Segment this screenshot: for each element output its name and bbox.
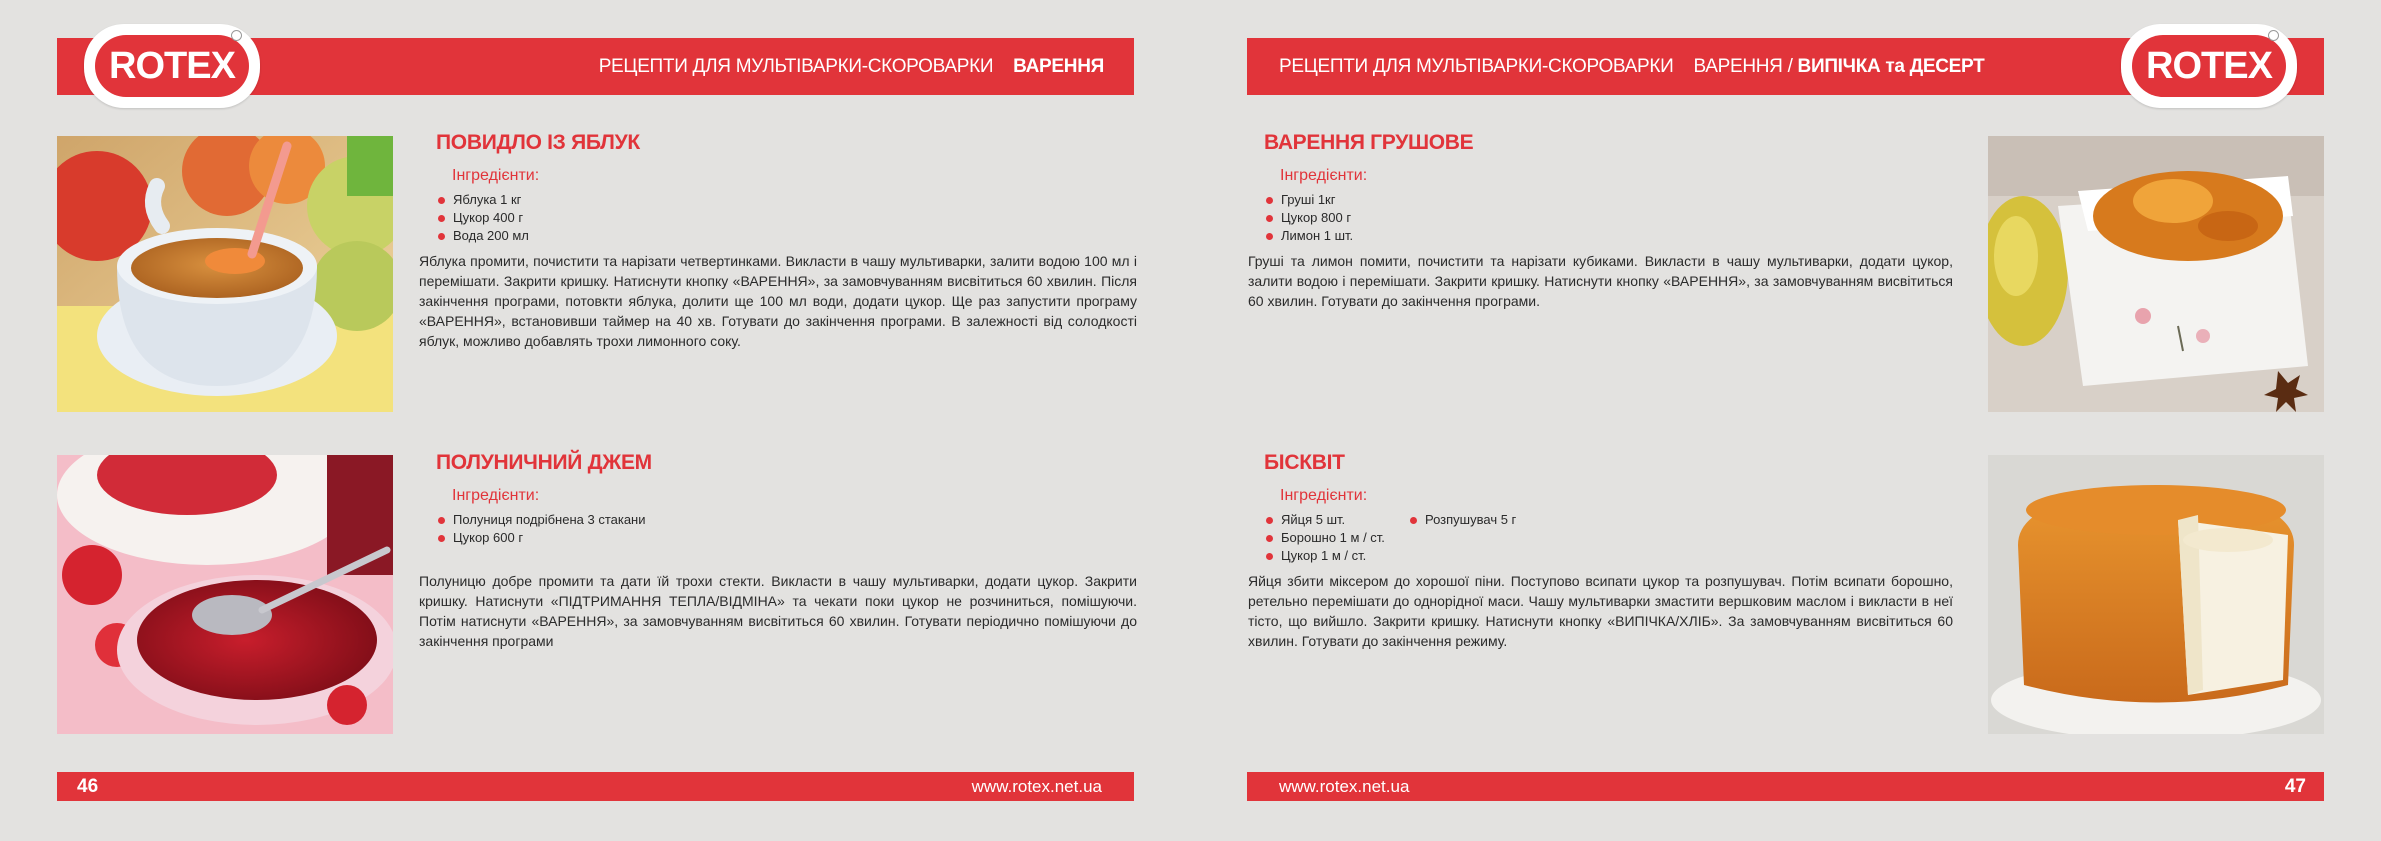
page-number: 47 <box>2284 776 2306 797</box>
recipe-instructions: Яйця збити міксером до хорошої піни. Поступово всипати цукор та розпушувач. Потім всипати борошно, ретельно перемішати до однорідної маси. Чашу мультиварки змастити вершковим маслом і викласти в неї тісто, що вийшло. Закрити кришку. Натиснути кнопку «ВИПІЧКА/ХЛІБ». За замовчуванням висвітиться 60 хвилин. Готувати до закінчення режиму. <box>1248 573 1953 649</box>
pear-jam-photo <box>1988 136 2324 412</box>
ingredient-item: Яйця 5 шт. <box>1265 511 1385 529</box>
registered-mark-icon <box>231 30 242 41</box>
ingredients-list <box>1265 511 1385 565</box>
header-title <box>599 38 1104 95</box>
ingredients-label: Інгредієнти: <box>1280 167 1368 184</box>
header-prefix: РЕЦЕПТИ ДЛЯ МУЛЬТІВАРКИ-СКОРОВАРКИ <box>1279 56 1674 77</box>
footer-bar <box>57 772 1134 801</box>
page-number: 46 <box>77 776 99 797</box>
ingredients-list <box>437 191 529 245</box>
header-section: ВАРЕННЯ / <box>1693 56 1793 77</box>
right-page <box>1191 0 2381 841</box>
recipe-title: БІСКВІТ <box>1264 451 1345 474</box>
ingredient-item: Цукор 800 г <box>1265 209 1353 227</box>
ingredient-item: Вода 200 мл <box>437 227 529 245</box>
ingredient-item: Груші 1кг <box>1265 191 1353 209</box>
recipe-title: ВАРЕННЯ ГРУШОВЕ <box>1264 131 1474 154</box>
ingredient-item: Полуниця подрібнена 3 стакани <box>437 511 646 529</box>
recipe-instructions: Яблука промити, почистити та нарізати четвертинками. Викласти в чашу мультиварки, залити водою 100 мл і перемішати. Закрити кришку. Натиснути кнопку «ВАРЕННЯ», за замовчуванням висвітиться 60 хвилин. Після закінчення програми, потовкти яблука, долити ще 100 мл води, додати цукор. Ще раз запустити програму «ВАРЕННЯ», встановивши таймер на 40 хв. Готувати до закінчення програми. В залежності від солодкості яблук, можливо добавлять трохи лимонного соку. <box>419 253 1137 349</box>
apple-jam-photo <box>57 136 393 412</box>
ingredient-item: Розпушувач 5 г <box>1409 511 1516 529</box>
ingredient-item: Цукор 1 м / ст. <box>1265 547 1385 565</box>
header-section: ВАРЕННЯ <box>1013 56 1104 77</box>
ingredients-list <box>437 511 646 547</box>
brand-logo <box>84 24 260 108</box>
footer-bar <box>1247 772 2324 801</box>
header-title <box>1279 38 1985 95</box>
ingredients-label: Інгредієнти: <box>452 487 540 504</box>
header-prefix: РЕЦЕПТИ ДЛЯ МУЛЬТІВАРКИ-СКОРОВАРКИ <box>598 56 994 77</box>
recipe-instructions: Полуницю добре промити та дати їй трохи стекти. Викласти в чашу мультиварки, додати цукор. Закрити кришку. Натиснути «ПІДТРИМАННЯ ТЕПЛА/ВІДМІНА» та чекати поки цукор не розчиниться, помішуючи. Потім натиснути «ВАРЕННЯ», за замовчуванням висвітиться 60 хвилин. Готувати періодично помішуючи до закінчення програми <box>419 573 1137 649</box>
ingredient-item: Цукор 400 г <box>437 209 529 227</box>
ingredients-label: Інгредієнти: <box>452 167 540 184</box>
ingredient-item: Яблука 1 кг <box>437 191 529 209</box>
ingredients-label: Інгредієнти: <box>1280 487 1368 504</box>
ingredient-item: Лимон 1 шт. <box>1265 227 1353 245</box>
recipe-instructions: Груші та лимон помити, почистити та нарізати кубиками. Викласти в чашу мультиварки, додати цукор, залити водою і перемішати. Закрити кришку. Натиснути кнопку «ВАРЕННЯ», за замовчуванням висвітиться 60 хвилин. Готувати до закінчення програми. <box>1248 253 1953 309</box>
brand-logo <box>2121 24 2297 108</box>
ingredient-item: Борошно 1 м / ст. <box>1265 529 1385 547</box>
logo-text: ROTEX <box>95 35 249 97</box>
header-section-bold: ВИПІЧКА та ДЕСЕРТ <box>1797 56 1985 77</box>
registered-mark-icon <box>2268 30 2279 41</box>
logo-text: ROTEX <box>2132 35 2286 97</box>
ingredient-item: Цукор 600 г <box>437 529 646 547</box>
website-url[interactable]: www.rotex.net.ua <box>1279 777 1410 796</box>
ingredients-list-col2 <box>1409 511 1516 529</box>
website-url[interactable]: www.rotex.net.ua <box>971 777 1102 796</box>
recipe-title: ПОЛУНИЧНИЙ ДЖЕМ <box>436 451 652 474</box>
left-page <box>0 0 1190 841</box>
strawberry-jam-photo <box>57 455 393 734</box>
sponge-cake-photo <box>1988 455 2324 734</box>
ingredients-list <box>1265 191 1353 245</box>
recipe-title: ПОВИДЛО ІЗ ЯБЛУК <box>436 131 640 154</box>
